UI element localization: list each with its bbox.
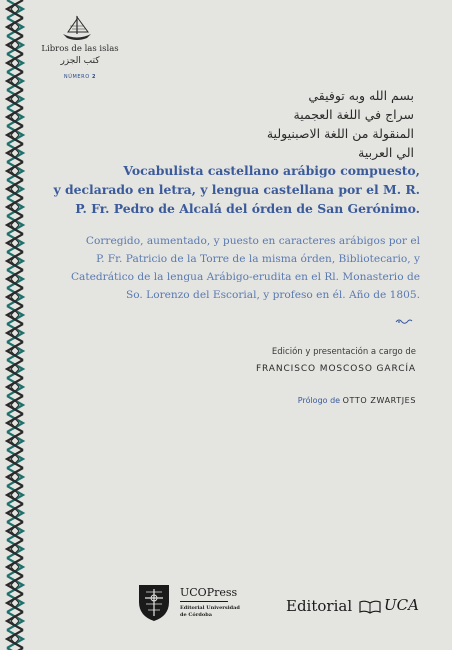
series-number-label: NÚMERO [63,74,90,80]
arabic-line: المنقولة من اللغة الاصبنيولية [266,126,414,141]
book-subtitle [52,232,420,304]
arabic-incipit [174,86,414,162]
arabic-line: الي العربية [358,145,414,160]
editorial-brand: UCA [384,596,419,614]
ucopress-shield-icon [136,580,172,622]
arabic-line: سراج في اللغة العجمية [293,107,414,122]
subtitle-line: Catedrático de la lengua Arábigo-erudita en el Rl. Monasterio de [70,271,420,283]
prologue-author: OTTO ZWARTJES [342,396,416,405]
open-book-icon [358,600,382,614]
editor-name: FRANCISCO MOSCOSO GARCÍA [255,364,416,374]
decorative-border [0,0,30,650]
ucopress-line: Editorial Universidad [180,605,240,611]
title-line: Vocabulista castellano arábigo compuesto, [123,163,420,178]
book-title [52,161,420,218]
ucopress-line: de Córdoba [180,612,212,618]
title-line: y declarado en letra, y lengua castellana por el M. R. [53,182,420,197]
edition-label: Edición y presentación a cargo de [271,347,416,357]
ship-icon [60,14,94,42]
prologue-label: Prólogo de [297,396,341,405]
series-name-arabic: كتب الجزر [60,56,100,66]
ucopress-name: UCOPress [180,586,238,599]
series-number-value: 2 [92,74,97,80]
ornament-icon [394,316,414,326]
series-number [40,74,120,80]
subtitle-line: Corregido, aumentado, y puesto en caracteres arábigos por el [85,235,420,247]
subtitle-line: P. Fr. Patricio de la Torre de la misma órden, Bibliotecario, y [96,253,420,265]
subtitle-line: So. Lorenzo del Escorial, y profeso en él. Año de 1805. [125,289,420,301]
editorial-word: Editorial [286,597,353,615]
ucopress-divider [180,601,228,602]
prologue-credit [150,396,416,405]
series-name: Libros de las islas [41,44,119,54]
arabic-line: بسم الله وبه توفيقي [308,88,414,103]
title-line: P. Fr. Pedro de Alcalá del órden de San Gerónimo. [75,201,420,216]
